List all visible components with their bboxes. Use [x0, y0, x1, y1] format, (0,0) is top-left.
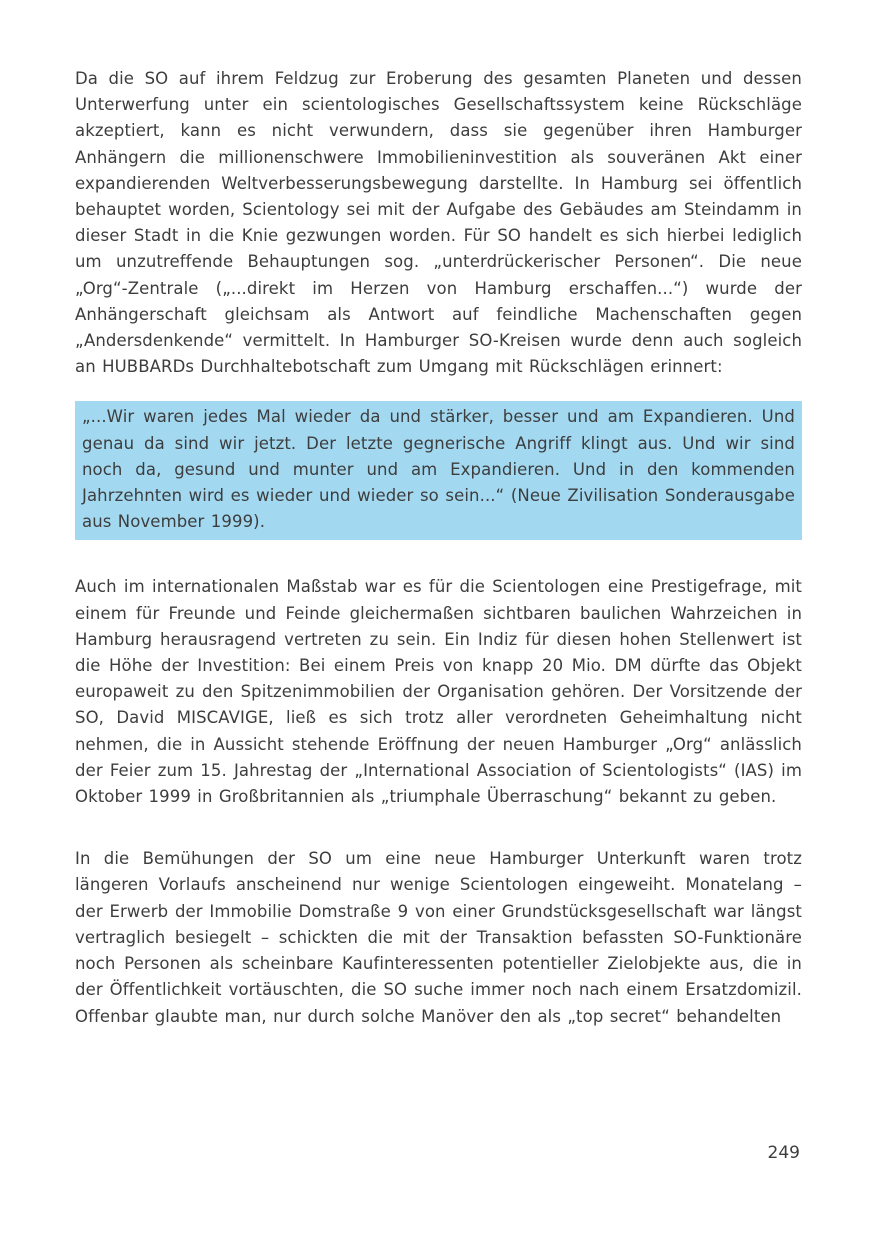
body-paragraph-3: In die Bemühungen der SO um eine neue Hamburger Unterkunft waren trotz längeren Vorlaufs anscheinend nur wenige Scientologen eingeweiht. Monatelang – der Erwerb der Immobilie Domstraße 9 von einer Grundstücksgesellschaft war längst vertraglich besiegelt – schickten die mit der Transaktion befassten SO-Funktionäre noch Personen als scheinbare Kaufinteressenten potentieller Zielobjekte aus, die in der Öffentlichkeit vortäuschten, die SO suche immer noch nach einem Ersatzdomizil. Offenbar glaubte man, nur durch solche Manöver den als „top secret“ behandelten: [75, 849, 802, 1026]
body-paragraph-1: Da die SO auf ihrem Feldzug zur Eroberung des gesamten Planeten und dessen Unterwerfung unter ein scientologisches Gesellschaftssystem keine Rückschläge akzeptiert, kann es nicht verwundern, dass sie gegenüber ihren Hamburger Anhängern die millionenschwere Immobilieninvestition als souveränen Akt einer expandierenden Weltverbesserungsbewegung darstellte. In Hamburg sei öffentlich behauptet worden, Scientology sei mit der Aufgabe des Gebäudes am Steindamm in dieser Stadt in die Knie gezwungen worden. Für SO handelt es sich hierbei lediglich um unzutreffende Behauptungen sog. „unterdrückerischer Personen“. Die neue „Org“-Zentrale („...direkt im Herzen von Hamburg erschaffen...“) wurde der Anhängerschaft gleichsam als Antwort auf feindliche Machenschaften gegen „Andersdenkende“ vermittelt. In Hamburger SO-Kreisen wurde denn auch sogleich an HUBBARDs Durchhaltebotschaft zum Umgang mit Rückschlägen erinnert:: [75, 69, 802, 377]
page-content: [75, 66, 802, 1030]
page-number: 249: [767, 1143, 800, 1163]
body-paragraph-2: Auch im internationalen Maßstab war es für die Scientologen eine Prestigefrage, mit einem für Freunde und Feinde gleichermaßen sichtbaren baulichen Wahrzeichen in Hamburg herausragend vertreten zu sein. Ein Indiz für diesen hohen Stellenwert ist die Höhe der Investition: Bei einem Preis von knapp 20 Mio. DM dürfte das Objekt europaweit zu den Spitzenimmobilien der Organisation gehören. Der Vorsitzende der SO, David MISCAVIGE, ließ es sich trotz aller verordneten Geheimhaltung nicht nehmen, die in Aussicht stehende Eröffnung der neuen Hamburger „Org“ anlässlich der Feier zum 15. Jahrestag der „International Association of Scientologists“ (IAS) im Oktober 1999 in Großbritannien als „triumphale Überraschung“ bekannt zu geben.: [75, 577, 802, 807]
highlighted-quote: [75, 401, 802, 540]
quote-text: „...Wir waren jedes Mal wieder da und stärker, besser und am Expandieren. Und genau da sind wir jetzt. Der letzte gegnerische Angriff klingt aus. Und wir sind noch da, gesund und munter und am Expandieren. Und in den kommenden Jahrzehnten wird es wieder und wieder so sein...“ (Neue Zivilisation Sonderausgabe aus November 1999).: [82, 407, 795, 532]
